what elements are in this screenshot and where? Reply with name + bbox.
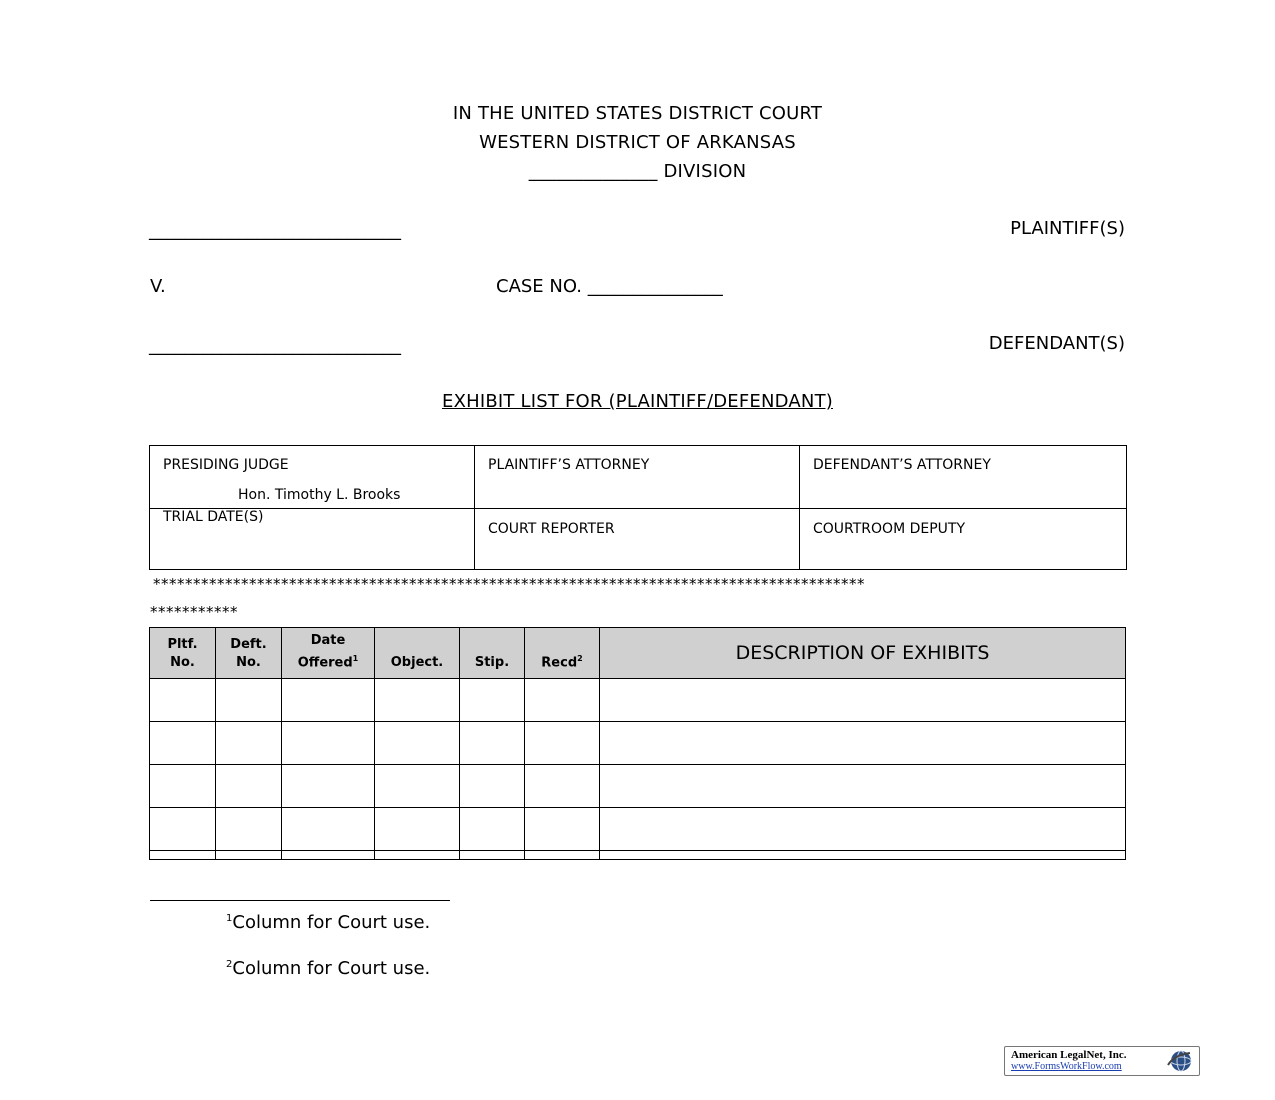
col-received — [525, 628, 600, 679]
plaintiff-name-blank: ____________________________ — [149, 220, 401, 241]
separator-stars-line1: ***************************************************************************************** — [153, 575, 865, 593]
table-cell — [282, 851, 375, 860]
table-cell — [525, 851, 600, 860]
col-description — [600, 628, 1126, 679]
table-cell[interactable] — [460, 808, 525, 851]
table-cell[interactable] — [375, 679, 460, 722]
table-cell[interactable] — [600, 722, 1126, 765]
table-cell[interactable] — [282, 808, 375, 851]
courtroom-deputy-cell — [800, 509, 1127, 570]
col-defendant-number — [216, 628, 282, 679]
table-cell[interactable] — [150, 808, 216, 851]
table-cell[interactable] — [460, 765, 525, 808]
globe-logo-icon — [1162, 1049, 1196, 1073]
table-row — [150, 679, 1126, 722]
table-cell[interactable] — [282, 679, 375, 722]
table-cell[interactable] — [460, 722, 525, 765]
defendant-name-blank: ____________________________ — [149, 335, 401, 356]
separator-stars-line2: *********** — [150, 603, 238, 621]
table-cell[interactable] — [216, 722, 282, 765]
table-cell[interactable] — [460, 679, 525, 722]
defendant-label: DEFENDANT(S) — [988, 333, 1125, 354]
footnote-1 — [226, 912, 430, 933]
footnote-2 — [226, 958, 430, 979]
exhibit-table-header — [150, 628, 1126, 679]
courtroom-deputy-label: COURTROOM DEPUTY — [813, 521, 966, 537]
table-cell — [150, 851, 216, 860]
table-row — [150, 722, 1126, 765]
table-cell[interactable] — [216, 808, 282, 851]
table-cell[interactable] — [525, 679, 600, 722]
footnote-2-mark: 2 — [226, 959, 233, 970]
table-cell — [375, 851, 460, 860]
col-object-label: Object. — [390, 655, 444, 670]
table-cell[interactable] — [150, 679, 216, 722]
table-cell[interactable] — [600, 765, 1126, 808]
case-number-field: CASE NO. _______________ — [496, 276, 723, 297]
legalnet-badge[interactable] — [1004, 1046, 1200, 1076]
badge-company-name: American LegalNet, Inc. — [1011, 1049, 1127, 1061]
table-cell[interactable] — [375, 765, 460, 808]
footnote-1-mark: 1 — [226, 913, 233, 924]
defendant-attorney-label: DEFENDANT’S ATTORNEY — [813, 457, 991, 473]
plaintiff-label: PLAINTIFF(S) — [1010, 218, 1125, 239]
footnote-divider — [150, 900, 450, 901]
court-name: IN THE UNITED STATES DISTRICT COURT — [452, 103, 823, 124]
case-info-table — [149, 445, 1127, 570]
table-cell[interactable] — [375, 722, 460, 765]
table-cell[interactable] — [375, 808, 460, 851]
col-stipulated — [460, 628, 525, 679]
col-date-line2: Offered — [297, 655, 353, 670]
exhibit-table — [149, 627, 1126, 860]
table-cell[interactable] — [525, 808, 600, 851]
defendant-attorney-cell — [800, 446, 1127, 509]
table-row-partial — [150, 851, 1126, 860]
table-cell[interactable] — [216, 765, 282, 808]
table-cell[interactable] — [216, 679, 282, 722]
table-cell — [216, 851, 282, 860]
col-date-offered — [282, 628, 375, 679]
table-cell[interactable] — [150, 722, 216, 765]
col-desc-label: DESCRIPTION OF EXHIBITS — [735, 642, 990, 664]
table-cell[interactable] — [282, 765, 375, 808]
table-row — [150, 765, 1126, 808]
table-cell — [460, 851, 525, 860]
presiding-judge-label: PRESIDING JUDGE — [163, 457, 289, 473]
badge-url-link[interactable]: www.FormsWorkFlow.com — [1011, 1061, 1122, 1072]
col-pltf-line2: No. — [170, 655, 195, 670]
exhibit-list-title: EXHIBIT LIST FOR (PLAINTIFF/DEFENDANT) — [442, 391, 833, 412]
col-recd-label: Recd — [541, 655, 578, 670]
table-cell[interactable] — [525, 722, 600, 765]
col-stip-label: Stip. — [474, 655, 510, 670]
plaintiff-attorney-cell — [475, 446, 800, 509]
versus-label: V. — [150, 276, 166, 297]
footnote-1-text: Column for Court use. — [232, 912, 431, 933]
col-pltf-line1: Pltf. — [167, 637, 198, 652]
col-plaintiff-number — [150, 628, 216, 679]
table-cell[interactable] — [600, 808, 1126, 851]
col-objection — [375, 628, 460, 679]
trial-dates-label: TRIAL DATE(S) — [163, 509, 264, 525]
table-cell[interactable] — [282, 722, 375, 765]
plaintiff-attorney-label: PLAINTIFF’S ATTORNEY — [488, 457, 650, 473]
col-date-line1: Date — [310, 632, 346, 648]
court-reporter-cell — [475, 509, 800, 570]
table-row — [150, 808, 1126, 851]
division-line: ______________ DIVISION — [528, 161, 747, 182]
table-cell — [600, 851, 1126, 860]
col-deft-line2: No. — [236, 655, 261, 670]
presiding-judge-cell — [150, 446, 475, 509]
footnote-ref-2: 2 — [577, 653, 583, 663]
presiding-judge-value: Hon. Timothy L. Brooks — [238, 487, 401, 503]
table-cell[interactable] — [150, 765, 216, 808]
district-name: WESTERN DISTRICT OF ARKANSAS — [479, 132, 796, 153]
footnote-ref-1: 1 — [352, 653, 359, 663]
col-deft-line1: Deft. — [230, 637, 267, 652]
table-cell[interactable] — [525, 765, 600, 808]
court-reporter-label: COURT REPORTER — [488, 521, 615, 537]
trial-dates-cell — [150, 509, 475, 570]
table-cell[interactable] — [600, 679, 1126, 722]
footnote-2-text: Column for Court use. — [232, 958, 431, 979]
